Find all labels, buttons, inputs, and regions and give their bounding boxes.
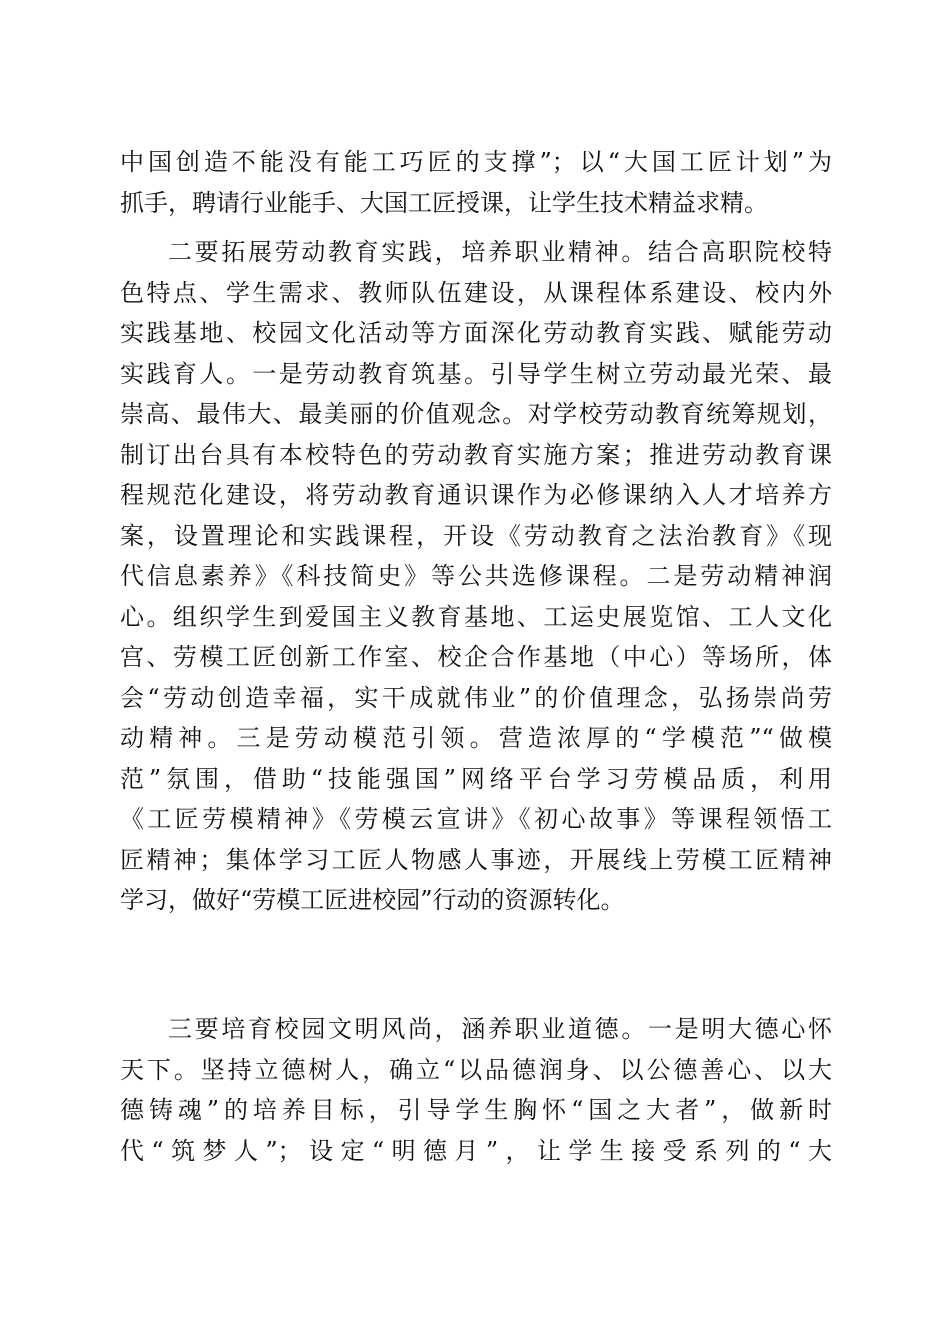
text-line: 心。组织学生到爱国主义教育基地、工运史展览馆、工人文化: [120, 602, 832, 631]
text-line: 二要拓展劳动教育实践，培养职业精神。结合高职院校特: [168, 238, 832, 266]
paragraph-continuation: [120, 142, 832, 223]
text-line: 德铸魂”的培养目标，引导学生胸怀“国之大者”，做新时: [120, 1096, 832, 1124]
paragraph-labor-practice: [120, 232, 832, 921]
text-line: 学习，做好“劳模工匠进校园”行动的资源转化。: [120, 886, 625, 914]
text-line: 程规范化建设，将劳动教育通识课作为必修课纳入人才培养方: [120, 481, 832, 509]
text-line: 中国创造不能没有能工巧匠的支撑”；以“大国工匠计划”为: [120, 148, 832, 176]
text-line: 代信息素养》《科技简史》等公共选修课程。二是劳动精神润: [120, 562, 832, 590]
text-line: 制订出台具有本校特色的劳动教育实施方案；推进劳动教育课: [120, 440, 832, 469]
text-line: 崇高、最伟大、最美丽的价值观念。对学校劳动教育统筹规划，: [120, 400, 832, 428]
text-line: 实践基地、校园文化活动等方面深化劳动教育实践、赋能劳动: [120, 319, 832, 347]
text-line: 色特点、学生需求、教师队伍建设，从课程体系建设、校内外: [120, 278, 832, 307]
text-line: 实践育人。一是劳动教育筑基。引导学生树立劳动最光荣、最: [120, 359, 832, 388]
text-line: 范”氛围，借助“技能强国”网络平台学习劳模品质，利用: [120, 764, 832, 793]
text-line: 会“劳动创造幸福，实干成就伟业”的价值理念，弘扬崇尚劳: [120, 683, 832, 712]
text-line: 代“筑梦人”；设定“明德月”，让学生接受系列的“大: [120, 1136, 832, 1165]
text-line: 宫、劳模工匠创新工作室、校企合作基地（中心）等场所，体: [120, 643, 832, 671]
text-line: 抓手，聘请行业能手、大国工匠授课，让学生技术精益求精。: [120, 188, 768, 217]
text-line: 天下。坚持立德树人，确立“以品德润身、以公德善心、以大: [120, 1055, 832, 1084]
text-line: 三要培育校园文明风尚，涵养职业道德。一是明大德心怀: [168, 1015, 832, 1043]
text-line: 案，设置理论和实践课程，开设《劳动教育之法治教育》《现: [120, 521, 832, 550]
text-line: 《工匠劳模精神》《劳模云宣讲》《初心故事》等课程领悟工: [120, 805, 832, 833]
text-line: 匠精神；集体学习工匠人物感人事迹，开展线上劳模工匠精神: [120, 845, 832, 874]
paragraph-campus-civility: [120, 1009, 832, 1171]
text-line: 动精神。三是劳动模范引领。营造浓厚的“学模范”“做模: [120, 724, 832, 752]
